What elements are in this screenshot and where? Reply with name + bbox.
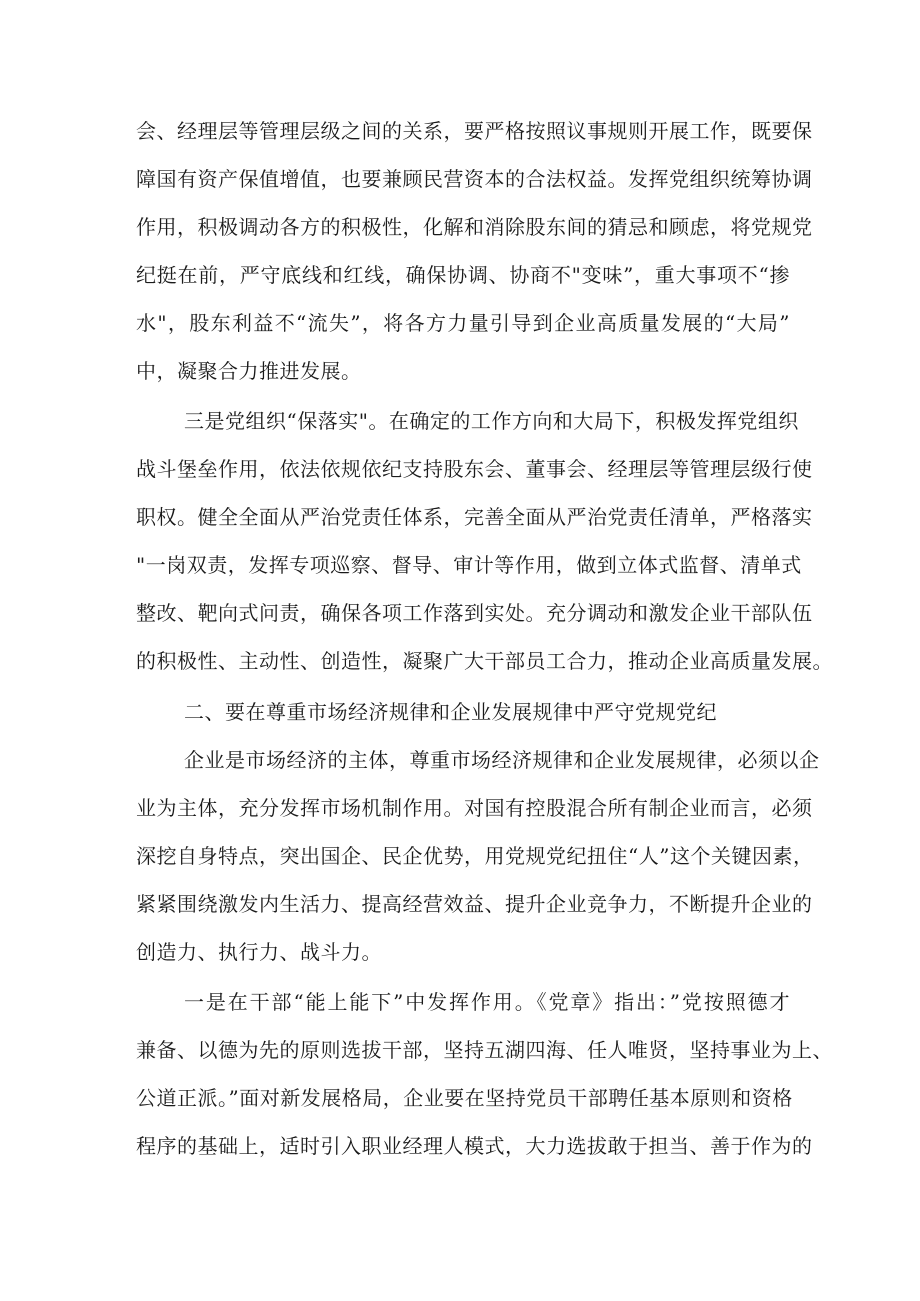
paragraph-1-line-6: 中，凝聚合力推进发展。 xyxy=(136,359,362,383)
paragraph-1-line-4: 纪挺在前，严守底线和红线，确保协调、协商不"变味”，重大事项不“掺 xyxy=(136,263,790,287)
paragraph-1-line-2: 障国有资产保值增值，也要兼顾民营资本的合法权益。发挥党组织统筹协调 xyxy=(136,167,813,191)
paragraph-2-line-3: 职权。健全全面从严治党责任体系，完善全面从严治党责任清单，严格落实 xyxy=(136,505,813,529)
paragraph-4-line-3: 公道正派。”面对新发展格局，企业要在坚持党员干部聘任基本原则和资格 xyxy=(136,1086,793,1110)
paragraph-4-line-2: 兼备、以德为先的原则选拔干部，坚持五湖四海、任人唯贤，坚持事业为上、 xyxy=(136,1038,833,1062)
paragraph-2-line-6: 的积极性、主动性、创造性，凝聚广大干部员工合力，推动企业高质量发展。 xyxy=(136,649,833,673)
paragraph-1-line-1: 会、经理层等管理层级之间的关系，要严格按照议事规则开展工作，既要保 xyxy=(136,119,813,143)
paragraph-1-line-3: 作用，积极调动各方的积极性，化解和消除股东间的猜忌和顾虑，将党规党 xyxy=(136,215,813,239)
section-heading: 二、要在尊重市场经济规律和企业发展规律中严守党规党纪 xyxy=(184,700,717,724)
paragraph-2-line-4: "一岗双责，发挥专项巡察、督导、审计等作用，做到立体式监督、清单式 xyxy=(136,553,802,577)
paragraph-4-line-4: 程序的基础上，适时引入职业经理人模式，大力选拔敢于担当、善于作为的 xyxy=(136,1134,813,1158)
paragraph-3-line-3: 深挖自身特点，突出国企、民企优势，用党规党纪扭住“人”这个关键因素， xyxy=(136,844,814,868)
paragraph-2-line-1: 三是党组织“保落实"。在确定的工作方向和大局下，积极发挥党组织 xyxy=(184,409,799,433)
paragraph-3-line-1: 企业是市场经济的主体，尊重市场经济规律和企业发展规律，必须以企 xyxy=(184,748,820,772)
paragraph-3-line-2: 业为主体，充分发挥市场机制作用。对国有控股混合所有制企业而言，必须 xyxy=(136,796,813,820)
paragraph-3-line-4: 紧紧围绕激发内生活力、提高经营效益、提升企业竞争力，不断提升企业的 xyxy=(136,892,813,916)
paragraph-3-line-5: 创造力、执行力、战斗力。 xyxy=(136,940,382,964)
paragraph-1-line-5: 水"，股东利益不“流失”，将各方力量引导到企业高质量发展的“大局” xyxy=(136,311,790,335)
paragraph-4-line-1: 一是在干部“能上能下”中发挥作用。《党章》指出：”党按照德才 xyxy=(184,990,790,1014)
paragraph-2-line-5: 整改、靶向式问责，确保各项工作落到实处。充分调动和激发企业干部队伍 xyxy=(136,601,813,625)
paragraph-2-line-2: 战斗堡垒作用，依法依规依纪支持股东会、董事会、经理层等管理层级行使 xyxy=(136,457,813,481)
